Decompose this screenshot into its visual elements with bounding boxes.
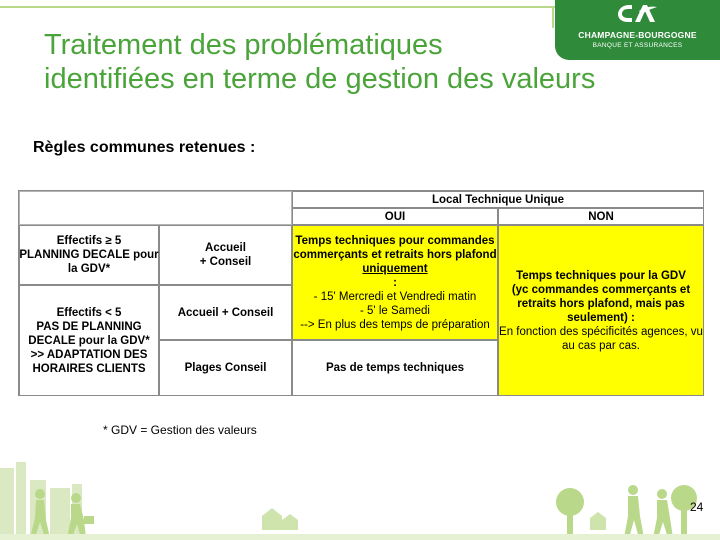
oui-line-suffix: : (393, 276, 397, 289)
row-label-effectifs-ge-5 (19, 225, 159, 285)
non-line: En fonction des spécificités agences, vu (499, 325, 703, 338)
table-corner-empty (19, 191, 292, 225)
rules-table (18, 190, 704, 396)
walking-family-icon (624, 485, 673, 538)
row3-oui-value: Pas de temps techniques (292, 340, 498, 396)
brand-tagline: BANQUE ET ASSURANCES (592, 42, 683, 49)
footer-decoration (0, 458, 720, 540)
row2-label-line: Effectifs < 5 (56, 306, 122, 319)
header-oui: OUI (292, 208, 498, 225)
row1-label-line: la GDV* (67, 263, 111, 275)
row2-service: Accueil + Conseil (159, 285, 292, 340)
non-time-rules (498, 225, 704, 396)
non-line: au cas par cas. (562, 339, 640, 352)
row2-label-line: HORAIRES CLIENTS (32, 362, 146, 375)
non-line: (yc commandes commerçants et (511, 283, 691, 296)
oui-line: commerçants et retraits hors plafond (293, 248, 497, 261)
row1-label-line: PLANNING DECALE pour (19, 249, 159, 261)
oui-line-underlined: uniquement (362, 262, 428, 275)
oui-line: Temps techniques pour commandes (295, 234, 495, 247)
ground-strip (0, 534, 720, 540)
title-line-2: identifiées en terme de gestion des valeurs (44, 63, 596, 95)
row1-service-line: Accueil (205, 242, 246, 254)
credit-agricole-logo-icon (615, 2, 659, 24)
header-non: NON (498, 208, 704, 225)
non-line: seulement) : (567, 311, 635, 324)
brand-name: CHAMPAGNE-BOURGOGNE (578, 30, 697, 40)
non-line: Temps techniques pour la GDV (516, 269, 686, 282)
top-decor-line (0, 6, 556, 8)
row1-label-line: Effectifs ≥ 5 (56, 235, 122, 247)
section-subtitle: Règles communes retenues : (33, 139, 256, 156)
village-icon (262, 508, 606, 530)
page-title (44, 28, 664, 96)
row1-service-line: + Conseil (199, 256, 252, 268)
page-number: 24 (690, 500, 704, 514)
oui-line: - 5' le Samedi (360, 304, 430, 317)
header-local-technique-unique: Local Technique Unique (292, 191, 704, 208)
oui-line: --> En plus des temps de préparation (300, 318, 490, 331)
row2-label-line: >> ADAPTATION DES (30, 348, 148, 361)
row-label-effectifs-lt-5 (19, 285, 159, 396)
row2-label-line: DECALE pour la GDV* (28, 334, 150, 347)
oui-line: - 15' Mercredi et Vendredi matin (313, 290, 477, 303)
footnote: * GDV = Gestion des valeurs (103, 423, 257, 437)
top-decor-line-drop (552, 6, 554, 28)
title-line-1: Traitement des problématiques (44, 29, 443, 61)
oui-time-rules (292, 225, 498, 340)
row1-service (159, 225, 292, 285)
row3-service: Plages Conseil (159, 340, 292, 396)
non-line: retraits hors plafond, mais pas (517, 297, 685, 310)
row2-label-line: PAS DE PLANNING (36, 320, 142, 333)
